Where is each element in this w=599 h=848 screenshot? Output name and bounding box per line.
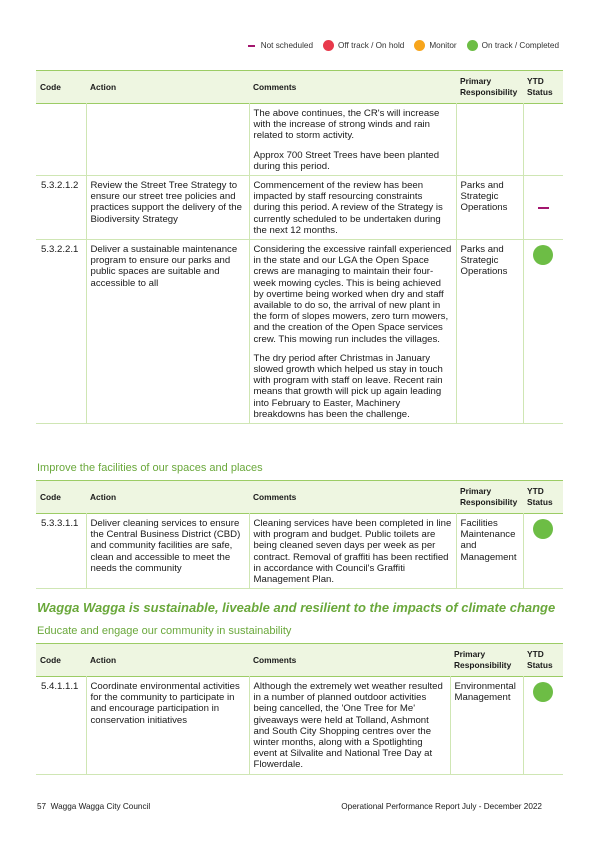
ytd-status: [523, 176, 563, 240]
table-row: [36, 677, 563, 775]
legend-not-scheduled: [248, 41, 313, 50]
ytd-status: [523, 514, 563, 589]
actions-table: [36, 70, 563, 424]
header-primary: Primary: [460, 76, 492, 86]
header-action: Action: [86, 644, 249, 677]
action-description: Review the Street Tree Strategy to ensure our street tree policies and practices support the delivery of the Biodiversity Strategy: [86, 176, 249, 240]
header-ytd-status: [523, 71, 563, 104]
actions-table: [36, 643, 563, 775]
header-code: Code: [36, 71, 86, 104]
on-track-status-icon: [533, 682, 553, 702]
on-track-status-icon: [533, 519, 553, 539]
section-heading: Educate and engage our community in sustainability: [37, 625, 292, 637]
action-comments: [249, 514, 456, 589]
legend-label: Off track / On hold: [338, 41, 405, 50]
ytd-status: [523, 240, 563, 424]
header-ytd: YTD: [527, 76, 544, 86]
legend-label: On track / Completed: [481, 41, 559, 50]
header-comments: Comments: [249, 71, 456, 104]
action-description: Coordinate environmental activities for the community to participate in and encourage participation in conservation initiatives: [86, 677, 249, 775]
legend-on-track: [467, 40, 559, 51]
action-description: [86, 104, 249, 176]
header-responsibility-label: Responsibility: [454, 660, 512, 670]
comment-paragraph: Although the extremely wet weather resulted in a number of planned outdoor activities being cancelled, the 'One Tree for Me' giveaways were held at Tolland, Ashmont and South City Shopping centres over the winter months, along with a Spotlighting event at Silvalite and National Tree Day at Flowerdale.: [253, 681, 443, 771]
header-status: Status: [527, 497, 553, 507]
header-primary: Primary: [460, 486, 492, 496]
action-code: 5.3.3.1.1: [41, 518, 79, 529]
table-header-row: [36, 481, 563, 514]
section-heading: Improve the facilities of our spaces and places: [37, 462, 263, 474]
comment-paragraph: The above continues, the CR's will increase with the increase of strong winds and rain related to storm activity.: [253, 108, 440, 142]
header-action: Action: [86, 71, 249, 104]
action-comments: [249, 104, 456, 176]
footer-left: [37, 802, 150, 811]
header-responsibility-label: Responsibility: [460, 497, 518, 507]
status-legend: [238, 40, 559, 51]
actions-table: [36, 480, 563, 589]
header-responsibility: [450, 644, 523, 677]
action-code: [36, 104, 86, 176]
not-scheduled-dash-icon: [248, 45, 255, 47]
header-ytd-status: [523, 644, 563, 677]
action-code: 5.3.2.2.1: [41, 244, 79, 256]
action-comments: [249, 677, 450, 775]
action-description: Deliver a sustainable maintenance program to ensure our parks and public spaces are suitable and accessible to all: [86, 240, 249, 424]
action-code: 5.3.2.1.2: [41, 180, 79, 192]
header-ytd: YTD: [527, 486, 544, 496]
primary-responsibility: [456, 104, 523, 176]
theme-heading: Wagga Wagga is sustainable, liveable and resilient to the impacts of climate change: [37, 600, 556, 615]
header-status: Status: [527, 660, 553, 670]
organisation-name: Wagga Wagga City Council: [50, 802, 151, 811]
comment-paragraph: Considering the excessive rainfall experienced in the state and our LGA the Open Space crews are managing to maintain their four-week mowing cycles. This is being achieved by overtime being worked when dry and staff available to do so, the arrival of new plant in the form of slopes mowers, zero turn mowers, and the creation of the Open Space services crew. This mowing run includes the villages.: [253, 244, 452, 345]
header-primary: Primary: [454, 649, 486, 659]
primary-responsibility: Parks and Strategic Operations: [456, 176, 523, 240]
primary-responsibility: Environmental Management: [450, 677, 523, 775]
header-ytd-status: [523, 481, 563, 514]
header-ytd: YTD: [527, 649, 544, 659]
header-status: Status: [527, 87, 553, 97]
header-comments: Comments: [249, 481, 456, 514]
action-comments: [249, 240, 456, 424]
ytd-status: [523, 104, 563, 176]
header-responsibility: [456, 71, 523, 104]
green-dot-icon: [467, 40, 478, 51]
red-dot-icon: [323, 40, 334, 51]
legend-off-track: [323, 40, 404, 51]
header-responsibility: [456, 481, 523, 514]
header-code: Code: [36, 644, 86, 677]
page-number: 57: [37, 802, 47, 811]
table-header-row: [36, 71, 563, 104]
table-row: [36, 240, 563, 424]
comment-paragraph: Commencement of the review has been impacted by staff resourcing constraints during this period. A review of the Strategy is currently scheduled to be undertaken during the next 12 months.: [253, 180, 443, 236]
action-code: 5.4.1.1.1: [41, 681, 79, 692]
comment-paragraph: Approx 700 Street Trees have been planted during this period.: [253, 149, 440, 172]
header-responsibility-label: Responsibility: [460, 87, 518, 97]
table-row: [36, 176, 563, 240]
action-comments: [249, 176, 456, 240]
legend-monitor: [414, 40, 456, 51]
comment-paragraph: Cleaning services have been completed in line with program and budget. Public toilets are being cleaned seven days per week as per contract. Removal of graffiti has been rectified in accordance with Council's Graffiti Management Plan.: [253, 518, 452, 586]
table-row: [36, 514, 563, 589]
orange-dot-icon: [414, 40, 425, 51]
table-row: [36, 104, 563, 176]
on-track-status-icon: [533, 245, 553, 265]
primary-responsibility: Facilities Maintenance and Management: [456, 514, 523, 589]
action-description: Deliver cleaning services to ensure the Central Business District (CBD) and community facilities are safe, clean and accessible to meet the needs the community: [86, 514, 249, 589]
legend-label: Not scheduled: [260, 41, 314, 50]
primary-responsibility: Parks and Strategic Operations: [456, 240, 523, 424]
not-scheduled-status-icon: [538, 207, 549, 209]
header-comments: Comments: [249, 644, 450, 677]
table-header-row: [36, 644, 563, 677]
legend-label: Monitor: [429, 41, 457, 50]
comment-paragraph: The dry period after Christmas in January slowed growth which helped us stay in touch with program with staff on leave. Recent rain means that growth will pick up again leading into February to Easter, Machinery breakdowns has been the challenge.: [253, 352, 443, 420]
footer-report-title: Operational Performance Report July - December 2022: [341, 802, 542, 811]
ytd-status: [523, 677, 563, 775]
header-code: Code: [36, 481, 86, 514]
header-action: Action: [86, 481, 249, 514]
